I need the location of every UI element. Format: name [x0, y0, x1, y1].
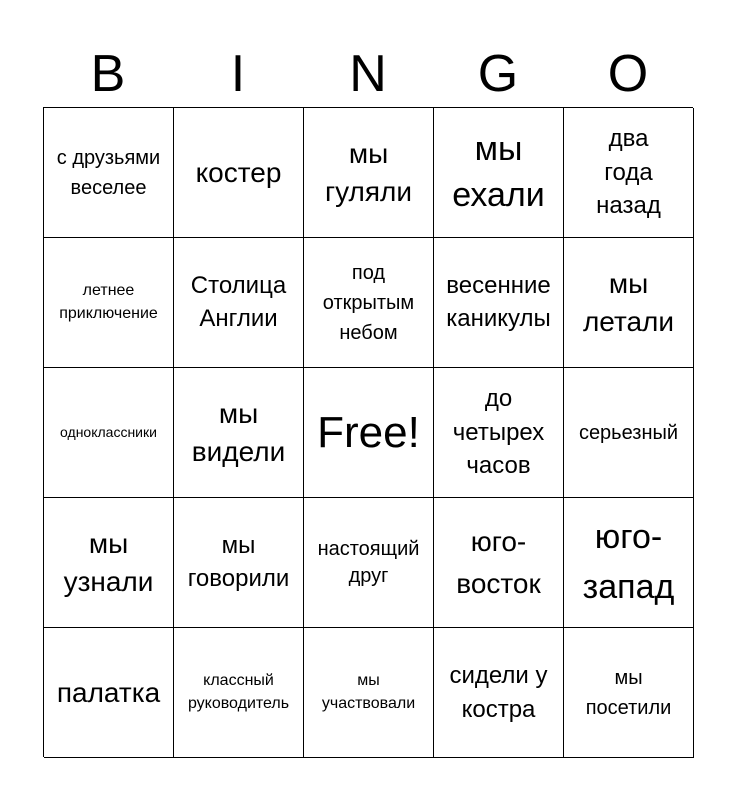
cell-text: мы посетили: [585, 666, 672, 719]
cell-text: мы ехали: [452, 129, 545, 214]
cell-text: мы летали: [582, 268, 675, 337]
cell-text: Столица Англии: [190, 272, 287, 332]
bingo-cell[interactable]: [44, 498, 174, 628]
header-letter-n: N: [349, 45, 387, 103]
cell-text: серьезный: [578, 421, 679, 444]
free-space[interactable]: [304, 368, 434, 498]
bingo-cell[interactable]: [434, 108, 564, 238]
bingo-cell[interactable]: [304, 498, 434, 628]
header-letter-o: O: [607, 45, 649, 103]
cell-text: классный руководитель: [187, 672, 290, 712]
cell-text: настоящий друг: [317, 537, 420, 587]
header-letter-i: I: [230, 45, 246, 103]
cell-text: сидели у костра: [449, 661, 548, 723]
bingo-cell[interactable]: [564, 108, 694, 238]
header-letter-b: B: [90, 45, 126, 103]
header-letter-g: G: [477, 45, 519, 103]
cell-text: весенние каникулы: [446, 272, 551, 332]
cell-text: мы гуляли: [324, 138, 413, 207]
cell-text: юго-восток: [456, 525, 541, 599]
bingo-cell[interactable]: [434, 368, 564, 498]
bingo-cell[interactable]: [564, 238, 694, 368]
cell-text: юго-запад: [582, 518, 675, 606]
bingo-cell[interactable]: [44, 368, 174, 498]
bingo-cell[interactable]: [44, 238, 174, 368]
bingo-cell[interactable]: [174, 108, 304, 238]
cell-text: мы узнали: [63, 528, 154, 597]
bingo-cell[interactable]: [564, 368, 694, 498]
cell-text: два года назад: [596, 125, 661, 220]
cell-text: Free!: [317, 407, 420, 457]
bingo-cell[interactable]: [304, 108, 434, 238]
bingo-cell[interactable]: [174, 238, 304, 368]
bingo-cell[interactable]: [174, 628, 304, 758]
cell-text: с друзьями веселее: [56, 146, 161, 199]
cell-text: летнее приключение: [59, 282, 158, 322]
cell-text: мы говорили: [187, 532, 290, 592]
bingo-cell[interactable]: [564, 628, 694, 758]
bingo-cell[interactable]: [174, 368, 304, 498]
cell-text: мы видели: [191, 398, 286, 467]
cell-text: костер: [195, 156, 282, 188]
cell-text: одноклассники: [60, 424, 157, 441]
cell-text: мы участвовали: [321, 672, 416, 712]
bingo-cell[interactable]: [564, 498, 694, 628]
bingo-cell[interactable]: [434, 238, 564, 368]
bingo-cell[interactable]: [304, 238, 434, 368]
bingo-cell[interactable]: [434, 628, 564, 758]
cell-text: до четырех часов: [452, 385, 545, 480]
cell-text: под открытым небом: [322, 261, 415, 344]
bingo-cell[interactable]: [174, 498, 304, 628]
cell-text: палатка: [56, 676, 161, 708]
bingo-cell[interactable]: [44, 108, 174, 238]
bingo-cell[interactable]: [44, 628, 174, 758]
bingo-cell[interactable]: [434, 498, 564, 628]
bingo-header: [43, 40, 693, 108]
bingo-board: [43, 107, 693, 757]
bingo-cell[interactable]: [304, 628, 434, 758]
